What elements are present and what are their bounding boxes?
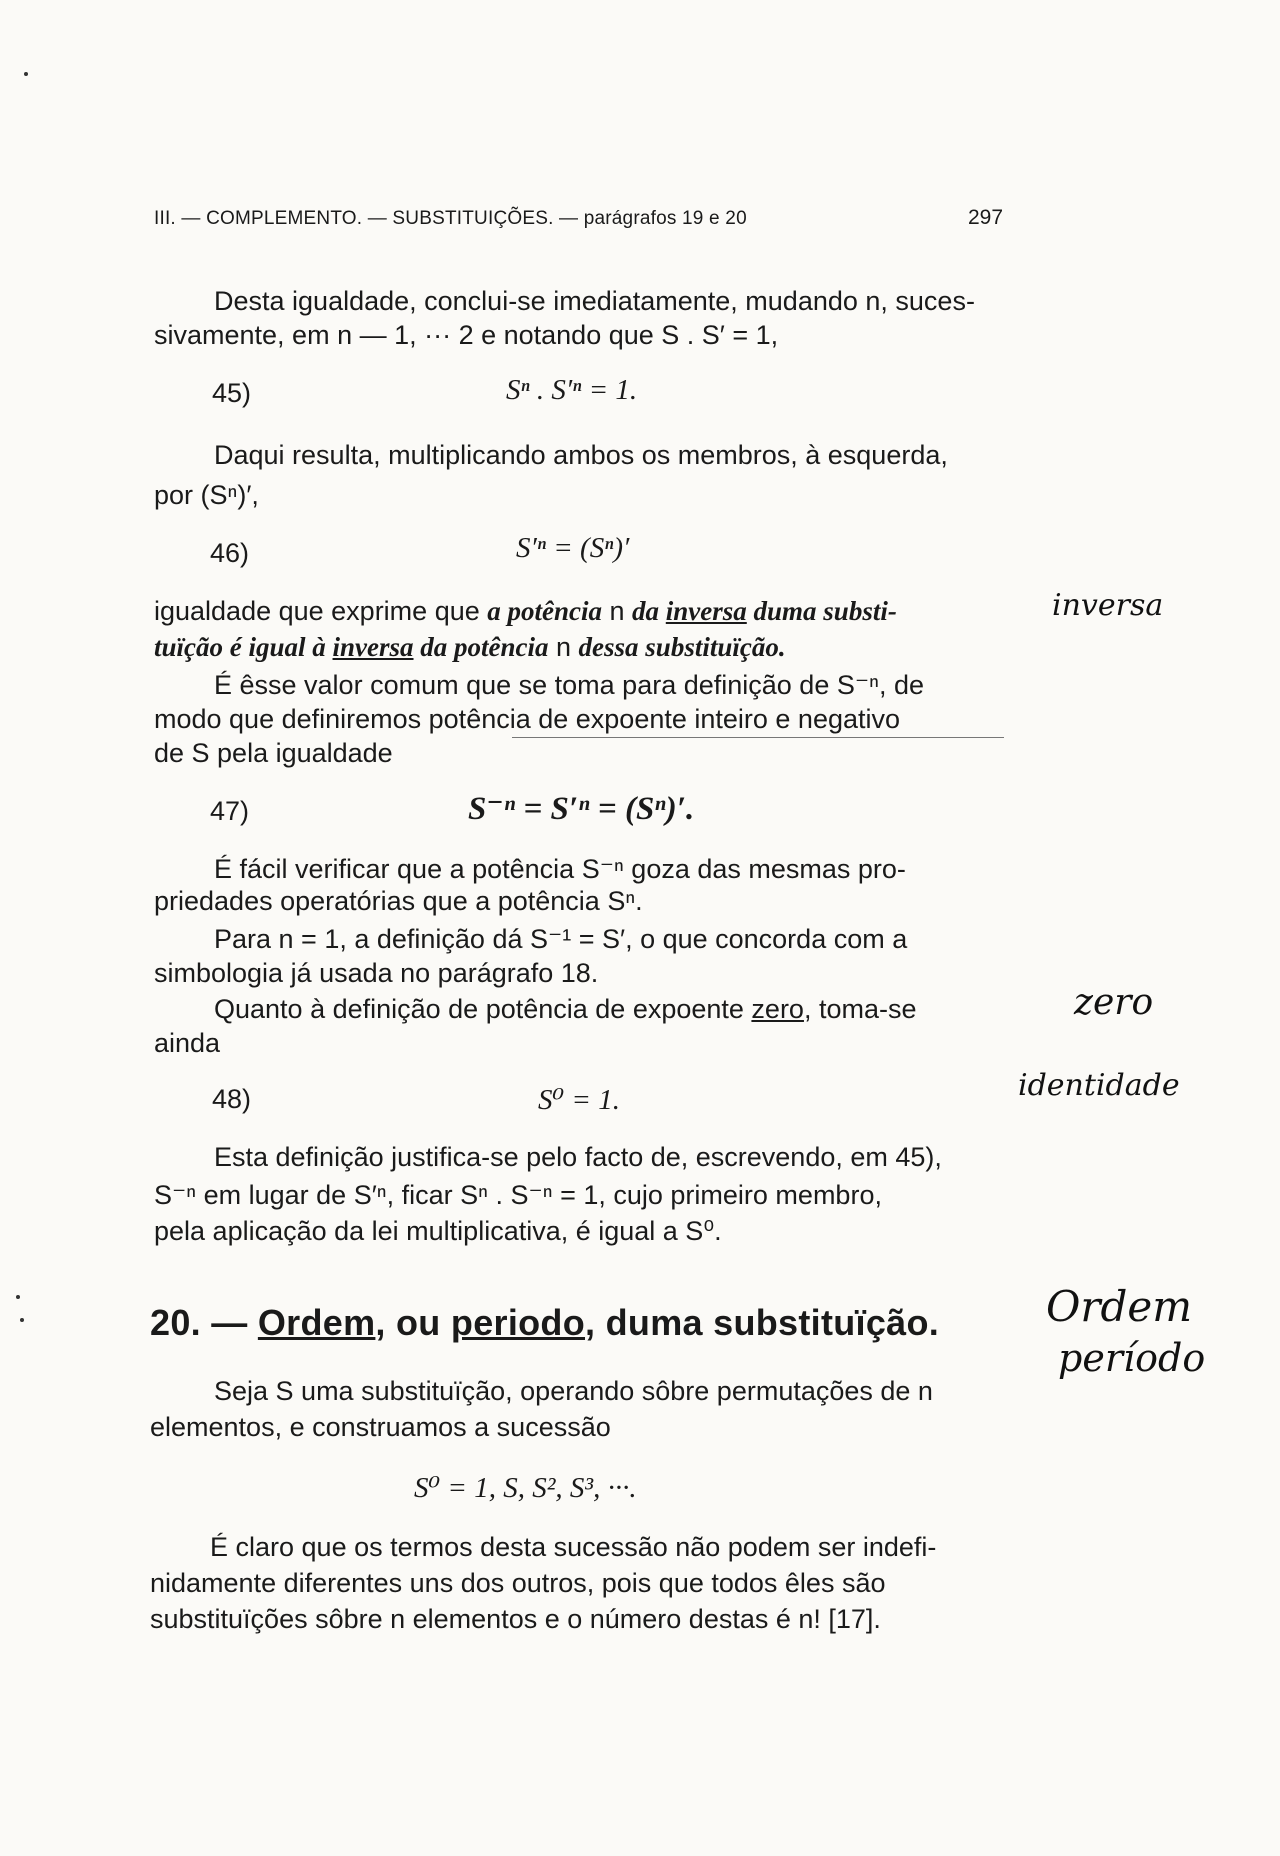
equation-number: 48) [212, 1084, 252, 1114]
equation-45: Sⁿ . S′ⁿ = 1. [506, 374, 638, 406]
margin-note: inversa [1052, 588, 1164, 623]
paragraph-line: priedades operatórias que a potência Sⁿ. [154, 886, 643, 916]
paragraph-line: substituïções sôbre n elementos e o número destas é n! [17]. [150, 1604, 881, 1634]
text-run: da potência [413, 632, 549, 662]
paragraph-line: elementos, e construamos a sucessão [150, 1412, 611, 1442]
equation-46: S′ⁿ = (Sⁿ)′ [516, 532, 630, 564]
paragraph-line: modo que definiremos potência de expoente inteiro e negativo [154, 704, 901, 734]
text-run: n [548, 632, 579, 662]
underlined-term: Ordem [257, 1302, 376, 1343]
text-run: igualdade que exprime que [154, 596, 488, 626]
text-run: a potência [487, 596, 602, 626]
equation-number: 47) [210, 796, 250, 826]
text-run: Quanto à definição de potência de expoente [214, 994, 752, 1024]
margin-note: zero [1074, 982, 1154, 1023]
text-run: duma substi- [746, 596, 897, 626]
paragraph-line [214, 992, 917, 1026]
paragraph-line: simbologia já usada no parágrafo 18. [154, 958, 599, 988]
equation-number: 45) [212, 378, 252, 408]
pencil-underline [512, 737, 1004, 738]
paragraph-line: Para n = 1, a definição dá S⁻¹ = S′, o que concorda com a [214, 924, 908, 954]
section-number: 20. — [150, 1302, 258, 1343]
equation-number: 46) [210, 538, 250, 568]
paragraph-line: pela aplicação da lei multiplicativa, é igual a S⁰. [154, 1216, 722, 1246]
equation-47: S⁻ⁿ = S′ⁿ = (Sⁿ)′. [468, 791, 695, 827]
paragraph-line [154, 630, 786, 664]
underlined-term: inversa [665, 596, 747, 626]
margin-note: Ordem [1046, 1282, 1193, 1331]
paragraph-line: por (Sⁿ)′, [154, 480, 259, 510]
paragraph-line: Esta definição justifica-se pelo facto de, escrevendo, em 45), [214, 1142, 942, 1172]
text-run: dessa substituïção. [578, 632, 786, 662]
text-run: , duma substituïção. [585, 1302, 940, 1343]
scan-speck [16, 1295, 20, 1299]
text-run: , ou [375, 1302, 451, 1343]
paragraph-line: de S pela igualdade [154, 738, 393, 768]
paragraph-line: É fácil verificar que a potência S⁻ⁿ goza das mesmas pro- [214, 854, 906, 884]
running-header: III. — COMPLEMENTO. — SUBSTITUIÇÕES. — parágrafos 19 e 20 [154, 208, 747, 229]
text-run: tuïção é igual à [154, 632, 333, 662]
sequence-formula: S⁰ = 1, S, S², S³, ···. [414, 1472, 637, 1504]
underlined-term: periodo [450, 1302, 586, 1343]
text-run: da [632, 596, 666, 626]
paragraph-line: É êsse valor comum que se toma para definição de S⁻ⁿ, de [214, 670, 924, 700]
scan-speck [24, 72, 28, 76]
equation-48: S⁰ = 1. [538, 1084, 620, 1116]
paragraph-line [154, 594, 897, 628]
page-number: 297 [968, 206, 1004, 229]
paragraph-line: sivamente, em n — 1, ··· 2 e notando que S . S′ = 1, [154, 320, 779, 350]
paragraph-line: ainda [154, 1028, 221, 1058]
paragraph-line: nidamente diferentes uns dos outros, pois que todos êles são [150, 1568, 886, 1598]
paragraph-line: Desta igualdade, conclui-se imediatamente, mudando n, suces- [214, 286, 975, 316]
underlined-term: zero [751, 994, 804, 1024]
paragraph-line: É claro que os termos desta sucessão não podem ser indefi- [210, 1532, 937, 1562]
paragraph-line: Seja S uma substituïção, operando sôbre permutações de n [214, 1376, 933, 1406]
paragraph-line: Daqui resulta, multiplicando ambos os membros, à esquerda, [214, 440, 948, 470]
section-heading [150, 1302, 939, 1344]
text-run: , toma-se [803, 994, 917, 1024]
underlined-term: inversa [332, 632, 414, 662]
scan-speck [20, 1318, 24, 1322]
margin-note: identidade [1018, 1068, 1180, 1103]
margin-note: período [1058, 1336, 1206, 1380]
text-run: n [602, 596, 633, 626]
paragraph-line: S⁻ⁿ em lugar de S′ⁿ, ficar Sⁿ . S⁻ⁿ = 1, cujo primeiro membro, [154, 1180, 882, 1210]
